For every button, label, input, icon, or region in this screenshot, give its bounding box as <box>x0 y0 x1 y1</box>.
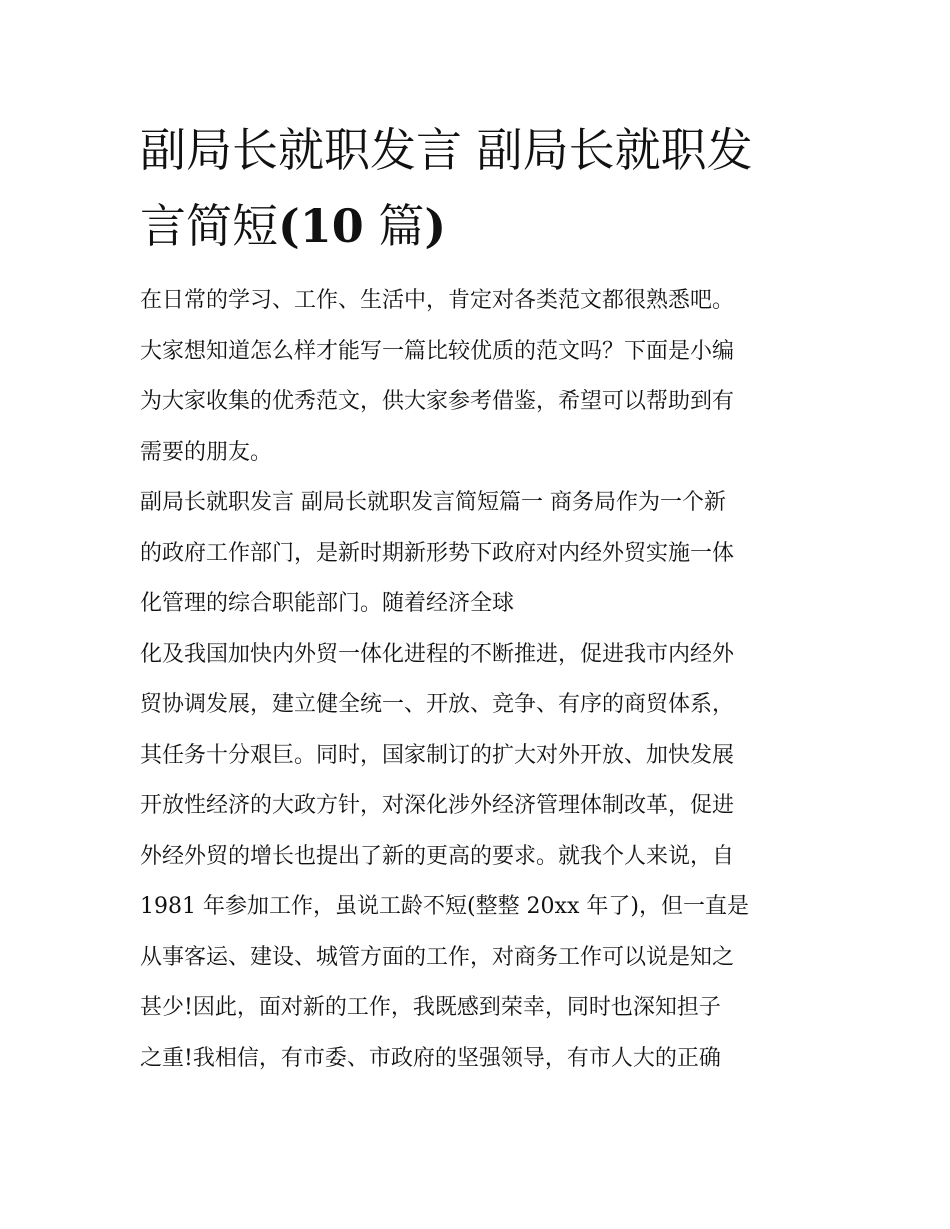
title-line-2: 言简短(10 篇) <box>140 199 447 253</box>
body-line: 贸协调发展，建立健全统一、开放、竞争、有序的商贸体系， <box>140 692 735 717</box>
document-title <box>140 112 820 264</box>
body-line: 甚少!因此，面对新的工作，我既感到荣幸，同时也深知担子 <box>140 995 721 1020</box>
body-line: 外经外贸的增长也提出了新的更高的要求。就我个人来说，自 <box>140 843 735 869</box>
document-page <box>140 112 820 1084</box>
document-body <box>140 276 820 1084</box>
body-line: 的政府工作部门，是新时期新形势下政府对内经外贸实施一体 <box>140 540 735 566</box>
body-line: 1981 年参加工作，虽说工龄不短(整整 20xx 年了)，但一直是 <box>140 894 749 919</box>
body-line: 为大家收集的优秀范文，供大家参考借鉴，希望可以帮助到有 <box>140 389 735 414</box>
body-line: 化管理的综合职能部门。随着经济全球 <box>140 591 515 616</box>
body-line: 副局长就职发言 副局长就职发言简短篇一 商务局作为一个新 <box>140 490 726 515</box>
body-line: 化及我国加快内外贸一体化进程的不断推进，促进我市内经外 <box>140 641 735 667</box>
body-line: 大家想知道怎么样才能写一篇比较优质的范文吗？下面是小编 <box>140 338 735 364</box>
body-line: 其任务十分艰巨。同时，国家制订的扩大对外开放、加快发展 <box>140 742 735 768</box>
title-line-1: 副局长就职发言 副局长就职发 <box>140 123 753 177</box>
body-line: 之重!我相信，有市委、市政府的坚强领导，有市人大的正确 <box>140 1045 721 1071</box>
body-line: 需要的朋友。 <box>140 439 273 465</box>
body-line: 开放性经济的大政方针，对深化涉外经济管理体制改革，促进 <box>140 793 735 818</box>
body-line: 从事客运、建设、城管方面的工作，对商务工作可以说是知之 <box>140 944 735 970</box>
body-line: 在日常的学习、工作、生活中，肯定对各类范文都很熟悉吧。 <box>140 288 735 313</box>
